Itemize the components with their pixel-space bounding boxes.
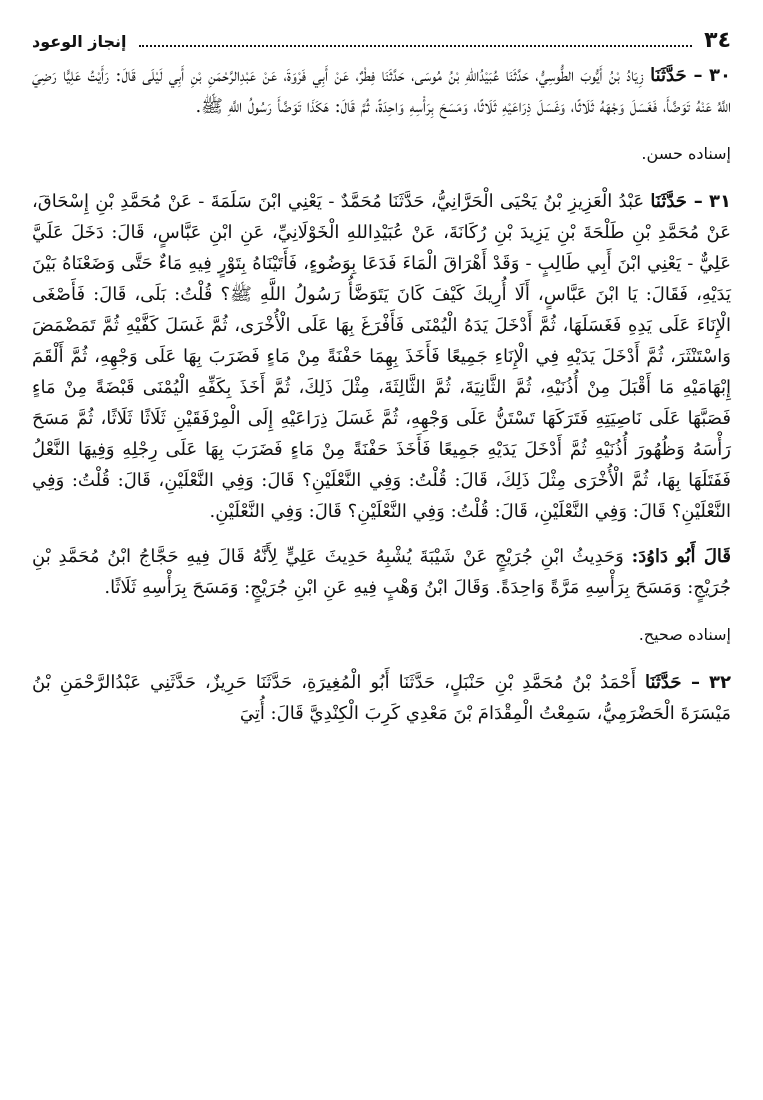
hadith-32: ٣٢ – حَدَّثَنَا أَحْمَدُ بْنُ مُحَمَّدِ بْنِ حَنْبَلٍ، حَدَّثَنَا أَبُو الْمُغِيرَةِ، حَدَّثَنَا حَرِيزٌ، حَدَّثَنِي عَبْدُالرَّحْمَنِ بْنُ مَيْسَرَةَ الْحَضْرَمِيُّ، سَمِعْتُ الْمِقْدَامَ بْنَ مَعْدِي كَرِبَ الْكِنْدِيَّ قَالَ: أُتِيَ	[32, 672, 731, 724]
grading-note: إسناده حسن.	[641, 144, 731, 163]
page-number: ٣٤	[704, 28, 731, 53]
running-title: إنجاز الوعود	[32, 32, 127, 51]
hadith-text: أَحْمَدُ بْنُ مُحَمَّدِ بْنِ حَنْبَلٍ، حَدَّثَنَا أَبُو الْمُغِيرَةِ، حَدَّثَنَا حَرِيزٌ، حَدَّثَنِي عَبْدُالرَّحْمَنِ بْنُ مَيْسَرَةَ الْحَضْرَمِيُّ، سَمِعْتُ الْمِقْدَامَ بْنَ مَعْدِي كَرِبَ الْكِنْدِيَّ قَالَ: أُتِيَ	[32, 672, 731, 724]
hadith-30: ٣٠ – حَدَّثَنَا زِيَادُ بْنُ أَيُّوبَ الطُّوسِيُّ، حَدَّثَنَا عُبَيْدُاللهِ بْنُ مُوسَى، حَدَّثَنَا فِطْرٌ، عَنْ أَبِي فَرْوَةَ، عَنْ عَبْدِالرَّحْمَنِ بْنِ أَبِي لَيْلَى قَالَ: رَأَيْتُ عَلِيًّا رَضِيَ اللَّهُ عَنْهُ تَوَضَّأَ، فَغَسَلَ وَجْهَهُ ثَلَاثًا، وَغَسَلَ ذِرَاعَيْهِ ثَلَاثًا، وَمَسَحَ بِرَأْسِهِ وَاحِدَةً، ثُمَّ قَالَ: هَكَذَا تَوَضَّأَ رَسُولُ اللَّهِ ﷺ.	[32, 65, 731, 117]
hadith-number: ٣٠	[708, 65, 731, 86]
salutation-glyph: ﷺ.	[195, 96, 223, 117]
page-header	[32, 28, 731, 54]
abu-dawud-commentary	[32, 541, 731, 603]
header-dot-leader	[139, 33, 693, 47]
hadith-number: ٣٢	[709, 672, 731, 693]
hadith-text: زِيَادُ بْنُ أَيُّوبَ الطُّوسِيُّ، حَدَّثَنَا عُبَيْدُاللهِ بْنُ مُوسَى، حَدَّثَنَا فِطْرٌ، عَنْ أَبِي فَرْوَةَ، عَنْ عَبْدِالرَّحْمَنِ بْنِ أَبِي لَيْلَى قَالَ: رَأَيْتُ عَلِيًّا رَضِيَ اللَّهُ عَنْهُ تَوَضَّأَ، فَغَسَلَ وَجْهَهُ ثَلَاثًا، وَغَسَلَ ذِرَاعَيْهِ ثَلَاثًا، وَمَسَحَ بِرَأْسِهِ وَاحِدَةً، ثُمَّ قَالَ: هَكَذَا تَوَضَّأَ رَسُولُ اللَّهِ	[32, 65, 731, 117]
hadith-intro: حَدَّثَنَا	[650, 65, 687, 86]
hadith-intro: حَدَّثَنَا	[644, 672, 682, 693]
commentary-speaker: قَالَ أَبُو دَاوُدَ:	[631, 546, 731, 567]
hadith-text: عَبْدُ الْعَزِيزِ بْنُ يَحْيَى الْحَرَّانِيُّ، حَدَّثَنَا مُحَمَّدٌ - يَعْنِي ابْنَ سَلَمَةَ - عَنْ مُحَمَّدِ بْنِ إِسْحَاقَ، عَنْ مُحَمَّدِ بْنِ طَلْحَةَ بْنِ يَزِيدَ بْنِ رُكَانَةَ، عَنْ عُبَيْدِاللهِ الْخَوْلَانِيِّ، عَنِ ابْنِ عَبَّاسٍ، قَالَ: دَخَلَ عَلَيَّ عَلِيٌّ - يَعْنِي ابْنَ أَبِي طَالِبٍ - وَقَدْ أَهْرَاقَ الْمَاءَ فَدَعَا بِوَضُوءٍ، فَأَتَيْنَاهُ بِتَوْرٍ فِيهِ مَاءٌ حَتَّى وَضَعْنَاهُ بَيْنَ يَدَيْهِ، فَقَالَ: يَا ابْنَ عَبَّاسٍ، أَلَا أُرِيكَ كَيْفَ كَانَ يَتَوَضَّأُ رَسُولُ اللَّهِ ﷺ؟ قُلْتُ: بَلَى، قَالَ: فَأَصْغَى الْإِنَاءَ عَلَى يَدِهِ فَغَسَلَهَا، ثُمَّ أَدْخَلَ يَدَهُ الْيُمْنَى فَأَفْرَغَ بِهَا عَلَى الْأُخْرَى، ثُمَّ غَسَلَ كَفَّيْهِ ثُمَّ تَمَضْمَضَ وَاسْتَنْثَرَ، ثُمَّ أَدْخَلَ يَدَيْهِ فِي الْإِنَاءِ جَمِيعًا فَأَخَذَ بِهِمَا حَفْنَةً مِنْ مَاءٍ فَضَرَبَ بِهَا عَلَى وَجْهِهِ، ثُمَّ أَلْقَمَ إِبْهَامَيْهِ مَا أَقْبَلَ مِنْ أُذُنَيْهِ، ثُمَّ الثَّانِيَةَ، ثُمَّ الثَّالِثَةَ، مِثْلَ ذَلِكَ، ثُمَّ أَخَذَ بِكَفِّهِ الْيُمْنَى قَبْضَةً مِنْ مَاءٍ فَصَبَّهَا عَلَى نَاصِيَتِهِ فَتَرَكَهَا تَسْتَنُّ عَلَى وَجْهِهِ، ثُمَّ غَسَلَ ذِرَاعَيْهِ إِلَى الْمِرْفَقَيْنِ ثَلَاثًا ثَلَاثًا، ثُمَّ مَسَحَ رَأْسَهُ وَظُهُورَ أُذُنَيْهِ ثُمَّ أَدْخَلَ يَدَيْهِ جَمِيعًا فَأَخَذَ حَفْنَةً مِنْ مَاءٍ فَضَرَبَ بِهَا عَلَى رِجْلِهِ وَفِيهَا النَّعْلُ فَفَتَلَهَا بِهَا، ثُمَّ الْأُخْرَى مِثْلَ ذَلِكَ، قَالَ: قُلْتُ: وَفِي النَّعْلَيْنِ؟ قَالَ: وَفِي النَّعْلَيْنِ، قَالَ: قُلْتُ: وَفِي النَّعْلَيْنِ؟ قَالَ: وَفِي النَّعْلَيْنِ، قَالَ: قُلْتُ: وَفِي النَّعْلَيْنِ؟ قَالَ: وَفِي النَّعْلَيْنِ.	[32, 191, 731, 522]
book-page	[32, 28, 731, 729]
hadith-intro: حَدَّثَنَا	[650, 191, 687, 212]
grading-note: إسناده صحيح.	[638, 625, 731, 644]
commentary-text: وَحَدِيثُ ابْنِ جُرَيْجٍ عَنْ شَيْبَةَ يُشْبِهُ حَدِيثَ عَلِيٍّ لِأَنَّهُ قَالَ فِيهِ حَجَّاجُ ابْنُ مُحَمَّدِ بْنِ جُرَيْجٍ: وَمَسَحَ بِرَأْسِهِ مَرَّةً وَاحِدَةً. وَقَالَ ابْنُ وَهْبٍ فِيهِ عَنِ ابْنِ جُرَيْجٍ: وَمَسَحَ بِرَأْسِهِ ثَلَاثًا.	[32, 546, 731, 598]
hadith-31: ٣١ – حَدَّثَنَا عَبْدُ الْعَزِيزِ بْنُ يَحْيَى الْحَرَّانِيُّ، حَدَّثَنَا مُحَمَّدٌ - يَعْنِي ابْنَ سَلَمَةَ - عَنْ مُحَمَّدِ بْنِ إِسْحَاقَ، عَنْ مُحَمَّدِ بْنِ طَلْحَةَ بْنِ يَزِيدَ بْنِ رُكَانَةَ، عَنْ عُبَيْدِاللهِ الْخَوْلَانِيِّ، عَنِ ابْنِ عَبَّاسٍ، قَالَ: دَخَلَ عَلَيَّ عَلِيٌّ - يَعْنِي ابْنَ أَبِي طَالِبٍ - وَقَدْ أَهْرَاقَ الْمَاءَ فَدَعَا بِوَضُوءٍ، فَأَتَيْنَاهُ بِتَوْرٍ فِيهِ مَاءٌ حَتَّى وَضَعْنَاهُ بَيْنَ يَدَيْهِ، فَقَالَ: يَا ابْنَ عَبَّاسٍ، أَلَا أُرِيكَ كَيْفَ كَانَ يَتَوَضَّأُ رَسُولُ اللَّهِ ﷺ؟ قُلْتُ: بَلَى، قَالَ: فَأَصْغَى الْإِنَاءَ عَلَى يَدِهِ فَغَسَلَهَا، ثُمَّ أَدْخَلَ يَدَهُ الْيُمْنَى فَأَفْرَغَ بِهَا عَلَى الْأُخْرَى، ثُمَّ غَسَلَ كَفَّيْهِ ثُمَّ تَمَضْمَضَ وَاسْتَنْثَرَ، ثُمَّ أَدْخَلَ يَدَيْهِ فِي الْإِنَاءِ جَمِيعًا فَأَخَذَ بِهِمَا حَفْنَةً مِنْ مَاءٍ فَضَرَبَ بِهَا عَلَى وَجْهِهِ، ثُمَّ أَلْقَمَ إِبْهَامَيْهِ مَا أَقْبَلَ مِنْ أُذُنَيْهِ، ثُمَّ الثَّانِيَةَ، ثُمَّ الثَّالِثَةَ، مِثْلَ ذَلِكَ، ثُمَّ أَخَذَ بِكَفِّهِ الْيُمْنَى قَبْضَةً مِنْ مَاءٍ فَصَبَّهَا عَلَى نَاصِيَتِهِ فَتَرَكَهَا تَسْتَنُّ عَلَى وَجْهِهِ، ثُمَّ غَسَلَ ذِرَاعَيْهِ إِلَى الْمِرْفَقَيْنِ ثَلَاثًا ثَلَاثًا، ثُمَّ مَسَحَ رَأْسَهُ وَظُهُورَ أُذُنَيْهِ ثُمَّ أَدْخَلَ يَدَيْهِ جَمِيعًا فَأَخَذَ حَفْنَةً مِنْ مَاءٍ فَضَرَبَ بِهَا عَلَى رِجْلِهِ وَفِيهَا النَّعْلُ فَفَتَلَهَا بِهَا، ثُمَّ الْأُخْرَى مِثْلَ ذَلِكَ، قَالَ: قُلْتُ: وَفِي النَّعْلَيْنِ؟ قَالَ: وَفِي النَّعْلَيْنِ، قَالَ: قُلْتُ: وَفِي النَّعْلَيْنِ؟ قَالَ: وَفِي النَّعْلَيْنِ، قَالَ: قُلْتُ: وَفِي النَّعْلَيْنِ؟ قَالَ: وَفِي النَّعْلَيْنِ.	[32, 191, 731, 522]
hadith-number: ٣١	[709, 191, 731, 212]
